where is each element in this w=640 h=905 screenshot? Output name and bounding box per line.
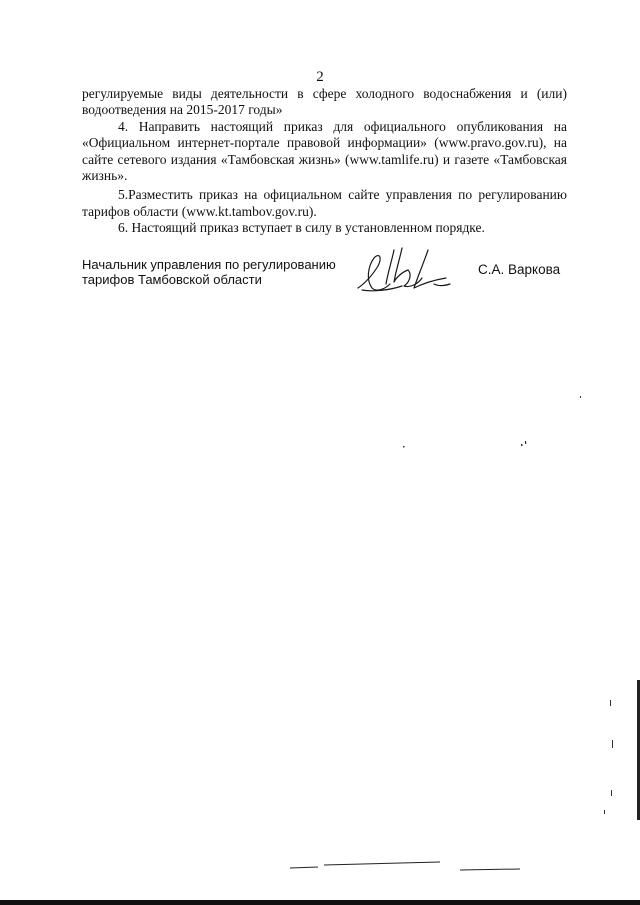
- handwritten-signature: [350, 244, 460, 298]
- document-body: [82, 86, 567, 237]
- paragraph-item-6: 6. Настоящий приказ вступает в силу в установленном порядке.: [118, 220, 485, 236]
- signatory-position-line1: Начальник управления по регулированию: [82, 257, 336, 272]
- signer-name: С.А. Варкова: [478, 262, 561, 277]
- paragraph-continuation: регулируемые виды деятельности в сфере холодного водоснабжения и (или) водоотведения на 2015-2017 годы»: [82, 86, 567, 118]
- paragraph-item-5: 5.Разместить приказ на официальном сайте управления по регулированию тарифов области (www.kt.tambov.gov.ru).: [82, 187, 567, 219]
- paragraph-item-4: 4. Направить настоящий приказ для официального опубликования на «Официальном интернет-портале правовой информации» (www.pravo.gov.ru), на сайте сетевого издания «Тамбовская жизнь» (www.tamlife.ru) и газете «Тамбовская жизнь».: [82, 118, 567, 184]
- signatory-position: [82, 258, 336, 287]
- scan-bottom-edge: [0, 900, 640, 905]
- page-number: 2: [316, 69, 324, 85]
- signatory-position-line2: тарифов Тамбовской области: [82, 271, 262, 287]
